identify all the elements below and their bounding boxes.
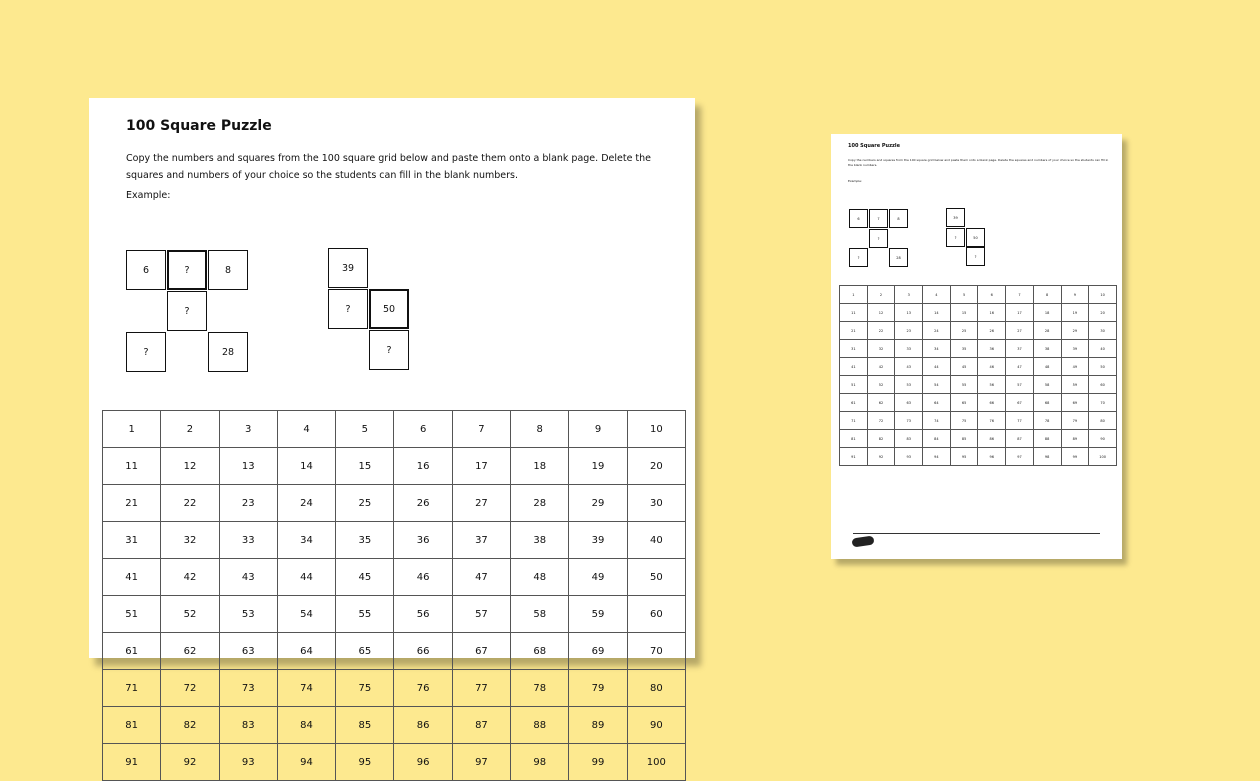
thumbnail-grid-cell: 60 [1089,376,1117,394]
grid-cell: 51 [103,596,161,633]
grid-cell: 54 [277,596,335,633]
thumbnail-grid-cell: 59 [1061,376,1089,394]
thumbnail-grid-row [840,448,1117,466]
grid-cell: 67 [452,633,510,670]
thumbnail-grid-cell: 50 [1089,358,1117,376]
thumbnail-grid-cell: 2 [867,286,895,304]
thumbnail-grid-cell: 58 [1033,376,1061,394]
grid-cell: 81 [103,707,161,744]
grid-cell: 8 [511,411,569,448]
hundred-square-grid [102,410,686,781]
grid-cell: 73 [219,670,277,707]
grid-cell: 3 [219,411,277,448]
grid-cell: 48 [511,559,569,596]
thumbnail-grid-cell: 87 [1006,430,1034,448]
puzzle-square: 6 [849,209,868,228]
grid-cell: 34 [277,522,335,559]
thumbnail-grid-cell: 53 [895,376,923,394]
thumbnail-example-label: Example: [848,179,863,183]
thumbnail-grid-cell: 84 [923,430,951,448]
grid-cell: 97 [452,744,510,781]
thumbnail-title: 100 Square Puzzle [848,143,901,149]
thumbnail-grid-cell: 6 [978,286,1006,304]
thumbnail-grid-cell: 11 [840,304,868,322]
grid-row [103,522,686,559]
puzzle-square: 7 [869,209,888,228]
puzzle-square: ? [369,330,409,370]
thumbnail-grid-cell: 35 [950,340,978,358]
grid-cell: 99 [569,744,627,781]
thumbnail-grid-cell: 24 [923,322,951,340]
puzzle-square: ? [167,250,207,290]
thumbnail-grid-cell: 72 [867,412,895,430]
thumbnail-grid-cell: 3 [895,286,923,304]
thumbnail-grid-cell: 67 [1006,394,1034,412]
thumbnail-grid-cell: 15 [950,304,978,322]
thumbnail-grid-cell: 49 [1061,358,1089,376]
puzzle-square: ? [849,248,868,267]
grid-row [103,633,686,670]
grid-cell: 17 [452,448,510,485]
grid-cell: 42 [161,559,219,596]
thumbnail-grid-cell: 98 [1033,448,1061,466]
grid-cell: 70 [627,633,685,670]
thumbnail-grid-cell: 29 [1061,322,1089,340]
grid-cell: 46 [394,559,452,596]
thumbnail-grid-cell: 95 [950,448,978,466]
grid-cell: 85 [336,707,394,744]
grid-cell: 33 [219,522,277,559]
puzzle-square: ? [167,291,207,331]
thumbnail-grid-cell: 25 [950,322,978,340]
grid-cell: 95 [336,744,394,781]
grid-row [103,744,686,781]
grid-cell: 21 [103,485,161,522]
grid-cell: 14 [277,448,335,485]
grid-cell: 82 [161,707,219,744]
grid-cell: 84 [277,707,335,744]
thumbnail-grid-cell: 91 [840,448,868,466]
grid-cell: 45 [336,559,394,596]
worksheet-thumbnail [831,134,1122,559]
worksheet-page [89,98,695,768]
thumbnail-grid-cell: 44 [923,358,951,376]
thumbnail-grid-cell: 13 [895,304,923,322]
grid-cell: 43 [219,559,277,596]
thumbnail-grid-cell: 39 [1061,340,1089,358]
puzzle-square: 50 [369,289,409,329]
thumbnail-grid-cell: 30 [1089,322,1117,340]
thumbnail-instructions: Copy the numbers and squares from the 100 square grid below and paste them onto a blank page. Delete the squares and numbers of your choice so the students can fill in the blank numbers. [848,158,1109,167]
thumbnail-grid-cell: 96 [978,448,1006,466]
worksheet-instructions: Copy the numbers and squares from the 100 square grid below and paste them onto a blank page. Delete the squares and numbers of your choice so the students can fill in the blank numbers. [126,153,652,181]
grid-cell: 30 [627,485,685,522]
thumbnail-grid-cell: 23 [895,322,923,340]
thumbnail-grid-row [840,430,1117,448]
thumbnail-grid-cell: 4 [923,286,951,304]
thumbnail-grid-cell: 31 [840,340,868,358]
thumbnail-grid-cell: 18 [1033,304,1061,322]
thumbnail-grid-cell: 77 [1006,412,1034,430]
thumbnail-grid-cell: 62 [867,394,895,412]
thumbnail-grid-row [840,322,1117,340]
thumbnail-grid-cell: 81 [840,430,868,448]
thumbnail-grid-cell: 83 [895,430,923,448]
grid-cell: 12 [161,448,219,485]
thumbnail-grid-row [840,340,1117,358]
thumbnail-grid-cell: 100 [1089,448,1117,466]
grid-cell: 90 [627,707,685,744]
grid-cell: 63 [219,633,277,670]
puzzle-square: 39 [946,208,965,227]
thumbnail-grid-cell: 10 [1089,286,1117,304]
grid-cell: 83 [219,707,277,744]
thumbnail-grid-cell: 19 [1061,304,1089,322]
thumbnail-grid-cell: 43 [895,358,923,376]
thumbnail-grid-cell: 40 [1089,340,1117,358]
thumbnail-grid-cell: 74 [923,412,951,430]
grid-cell: 41 [103,559,161,596]
thumbnail-grid-cell: 66 [978,394,1006,412]
thumbnail-grid-cell: 41 [840,358,868,376]
thumbnail-grid-cell: 9 [1061,286,1089,304]
thumbnail-grid-cell: 68 [1033,394,1061,412]
grid-cell: 77 [452,670,510,707]
thumbnail-grid-cell: 27 [1006,322,1034,340]
grid-cell: 72 [161,670,219,707]
thumbnail-grid-row [840,304,1117,322]
thumbnail-grid-cell: 93 [895,448,923,466]
puzzle-square: 28 [889,248,908,267]
grid-cell: 94 [277,744,335,781]
grid-cell: 11 [103,448,161,485]
grid-cell: 60 [627,596,685,633]
thumbnail-grid-cell: 42 [867,358,895,376]
thumbnail-grid-cell: 71 [840,412,868,430]
grid-cell: 53 [219,596,277,633]
grid-cell: 88 [511,707,569,744]
thumbnail-grid-cell: 90 [1089,430,1117,448]
grid-cell: 93 [219,744,277,781]
thumbnail-grid-cell: 54 [923,376,951,394]
thumbnail-grid-cell: 5 [950,286,978,304]
grid-cell: 13 [219,448,277,485]
thumbnail-grid-cell: 65 [950,394,978,412]
grid-cell: 4 [277,411,335,448]
grid-cell: 91 [103,744,161,781]
thumbnail-grid-cell: 75 [950,412,978,430]
grid-cell: 69 [569,633,627,670]
grid-cell: 31 [103,522,161,559]
grid-cell: 66 [394,633,452,670]
grid-cell: 15 [336,448,394,485]
thumbnail-grid-cell: 28 [1033,322,1061,340]
grid-cell: 57 [452,596,510,633]
thumbnail-grid-row [840,286,1117,304]
grid-cell: 22 [161,485,219,522]
grid-cell: 19 [569,448,627,485]
grid-cell: 59 [569,596,627,633]
thumbnail-grid-cell: 97 [1006,448,1034,466]
thumbnail-grid-cell: 56 [978,376,1006,394]
grid-cell: 86 [394,707,452,744]
thumbnail-grid-cell: 1 [840,286,868,304]
grid-cell: 1 [103,411,161,448]
grid-cell: 20 [627,448,685,485]
footer-divider [853,533,1100,534]
thumbnail-grid-cell: 89 [1061,430,1089,448]
grid-cell: 35 [336,522,394,559]
thumbnail-grid-cell: 36 [978,340,1006,358]
thumbnail-grid-cell: 73 [895,412,923,430]
grid-cell: 76 [394,670,452,707]
thumbnail-grid-cell: 34 [923,340,951,358]
puzzle-square: 28 [208,332,248,372]
grid-cell: 28 [511,485,569,522]
grid-cell: 75 [336,670,394,707]
thumbnail-grid-row [840,394,1117,412]
grid-cell: 58 [511,596,569,633]
grid-cell: 10 [627,411,685,448]
thumbnail-grid-cell: 51 [840,376,868,394]
thumbnail-grid-cell: 37 [1006,340,1034,358]
grid-cell: 55 [336,596,394,633]
thumbnail-grid-cell: 20 [1089,304,1117,322]
grid-cell: 24 [277,485,335,522]
worksheet-title: 100 Square Puzzle [126,118,272,134]
grid-cell: 39 [569,522,627,559]
grid-cell: 38 [511,522,569,559]
thumbnail-grid-cell: 99 [1061,448,1089,466]
thumbnail-grid-cell: 14 [923,304,951,322]
thumbnail-grid-cell: 12 [867,304,895,322]
thumbnail-grid-cell: 57 [1006,376,1034,394]
thumbnail-grid-cell: 61 [840,394,868,412]
grid-cell: 71 [103,670,161,707]
thumbnail-grid-cell: 94 [923,448,951,466]
puzzle-square: 8 [889,209,908,228]
grid-cell: 62 [161,633,219,670]
thumbnail-grid-cell: 52 [867,376,895,394]
grid-cell: 2 [161,411,219,448]
thumbnail-grid-cell: 26 [978,322,1006,340]
thumbnail-grid-cell: 70 [1089,394,1117,412]
puzzle-square: 39 [328,248,368,288]
grid-cell: 61 [103,633,161,670]
thumbnail-grid-cell: 64 [923,394,951,412]
grid-cell: 80 [627,670,685,707]
thumbnail-grid-cell: 38 [1033,340,1061,358]
puzzle-square: ? [966,247,985,266]
thumbnail-grid-cell: 85 [950,430,978,448]
thumbnail-grid-cell: 80 [1089,412,1117,430]
grid-cell: 5 [336,411,394,448]
grid-cell: 78 [511,670,569,707]
thumbnail-grid-cell: 86 [978,430,1006,448]
grid-row [103,485,686,522]
grid-cell: 40 [627,522,685,559]
grid-cell: 25 [336,485,394,522]
thumbnail-grid-cell: 22 [867,322,895,340]
puzzle-square: 6 [126,250,166,290]
grid-cell: 65 [336,633,394,670]
thumbnail-grid-cell: 78 [1033,412,1061,430]
puzzle-square: ? [126,332,166,372]
grid-cell: 32 [161,522,219,559]
puzzle-square: ? [328,289,368,329]
thumbnail-grid-cell: 79 [1061,412,1089,430]
grid-row [103,707,686,744]
grid-cell: 44 [277,559,335,596]
thumbnail-grid-cell: 92 [867,448,895,466]
grid-cell: 98 [511,744,569,781]
thumbnail-grid-cell: 46 [978,358,1006,376]
thumbnail-grid-cell: 63 [895,394,923,412]
thumbnail-hundred-square-grid [839,285,1117,466]
grid-cell: 47 [452,559,510,596]
grid-cell: 52 [161,596,219,633]
grid-cell: 6 [394,411,452,448]
grid-cell: 9 [569,411,627,448]
grid-cell: 18 [511,448,569,485]
grid-cell: 36 [394,522,452,559]
grid-cell: 7 [452,411,510,448]
grid-cell: 92 [161,744,219,781]
grid-cell: 89 [569,707,627,744]
puzzle-square: ? [869,229,888,248]
thumbnail-grid-cell: 88 [1033,430,1061,448]
grid-cell: 50 [627,559,685,596]
grid-row [103,411,686,448]
thumbnail-grid-cell: 47 [1006,358,1034,376]
thumbnail-grid-cell: 8 [1033,286,1061,304]
grid-cell: 79 [569,670,627,707]
puzzle-square: ? [946,228,965,247]
thumbnail-grid-row [840,376,1117,394]
twinkl-logo-icon [851,536,874,548]
thumbnail-grid-cell: 45 [950,358,978,376]
grid-row [103,596,686,633]
thumbnail-grid-cell: 21 [840,322,868,340]
grid-cell: 16 [394,448,452,485]
thumbnail-grid-cell: 55 [950,376,978,394]
grid-cell: 37 [452,522,510,559]
thumbnail-grid-cell: 7 [1006,286,1034,304]
grid-cell: 100 [627,744,685,781]
grid-cell: 27 [452,485,510,522]
grid-row [103,670,686,707]
grid-cell: 96 [394,744,452,781]
thumbnail-grid-cell: 48 [1033,358,1061,376]
thumbnail-grid-cell: 76 [978,412,1006,430]
grid-cell: 29 [569,485,627,522]
thumbnail-grid-cell: 32 [867,340,895,358]
grid-cell: 64 [277,633,335,670]
grid-cell: 68 [511,633,569,670]
grid-cell: 26 [394,485,452,522]
example-label: Example: [126,190,171,201]
puzzle-square: 50 [966,228,985,247]
thumbnail-grid-cell: 33 [895,340,923,358]
thumbnail-grid-cell: 17 [1006,304,1034,322]
thumbnail-grid-row [840,358,1117,376]
thumbnail-grid-cell: 82 [867,430,895,448]
grid-row [103,559,686,596]
grid-row [103,448,686,485]
thumbnail-grid-cell: 69 [1061,394,1089,412]
grid-cell: 87 [452,707,510,744]
grid-cell: 74 [277,670,335,707]
puzzle-square: 8 [208,250,248,290]
grid-cell: 23 [219,485,277,522]
thumbnail-grid-row [840,412,1117,430]
grid-cell: 49 [569,559,627,596]
thumbnail-grid-cell: 16 [978,304,1006,322]
grid-cell: 56 [394,596,452,633]
